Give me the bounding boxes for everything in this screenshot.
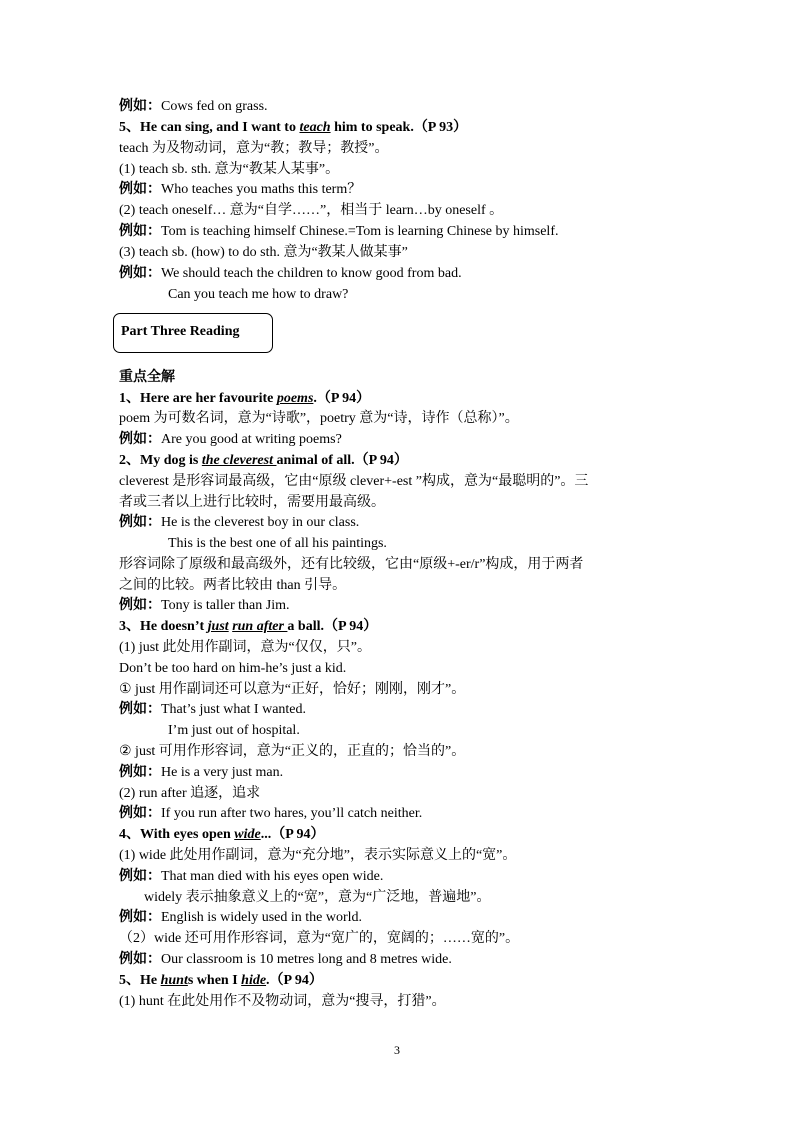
example-line [119, 430, 342, 450]
example-line [119, 950, 452, 970]
text-line: teach 为及物动词，意为“教；教导；教授”。 [119, 141, 389, 156]
heading-keyword: the cleverest [201, 453, 277, 468]
example-label: 例如： [119, 598, 161, 613]
example-label: 例如： [119, 266, 161, 281]
heading-part: a ball.（P 94） [287, 619, 378, 634]
example-text: Our classroom is 10 metres long and 8 metres wide. [161, 952, 452, 967]
example-line [119, 763, 283, 783]
example-line [119, 867, 383, 887]
heading-keyword: teach [299, 120, 331, 135]
part-title: Part Three Reading [121, 324, 240, 339]
text-line: （2）wide 还可用作形容词，意为“宽广的，宽阔的；……宽的”。 [119, 931, 520, 946]
text-line: (1) teach sb. sth. 意为“教某人某事”。 [119, 162, 340, 177]
example-text: Tony is taller than Jim. [161, 598, 290, 613]
example-text: Who teaches you maths this term？ [161, 182, 362, 197]
example-text: That man died with his eyes open wide. [161, 869, 384, 884]
text-line: 之间的比较。两者比较由 than 引导。 [119, 578, 347, 593]
example-text: He is a very just man. [161, 765, 284, 780]
text-line: ② just 可用作形容词，意为“正义的，正直的；恰当的”。 [119, 744, 466, 759]
example-label: 例如： [119, 99, 161, 114]
heading-keyword: poems [276, 391, 314, 406]
heading-part: animal of all.（P 94） [276, 453, 408, 468]
example-label: 例如： [119, 910, 161, 925]
text-line: 者或三者以上进行比较时，需要用最高级。 [119, 495, 385, 510]
example-line [119, 180, 361, 200]
heading-just [119, 617, 377, 637]
heading-keyword: hunt [160, 973, 188, 988]
section-heading: 重点全解 [119, 370, 175, 385]
heading-cleverest [119, 451, 408, 471]
page-number: 3 [394, 1043, 400, 1057]
heading-wide [119, 825, 324, 845]
heading-part: 4、With eyes open [119, 827, 235, 842]
example-continuation: This is the best one of all his paintings. [168, 536, 387, 551]
example-label: 例如： [119, 515, 161, 530]
example-text: Tom is teaching himself Chinese.=Tom is learning Chinese by himself. [161, 224, 559, 239]
text-line: (2) teach oneself… 意为“自学……”，相当于 learn…by oneself 。 [119, 203, 504, 218]
example-label: 例如： [119, 182, 161, 197]
example-text: Are you good at writing poems? [161, 432, 342, 447]
text-line: Don’t be too hard on him-he’s just a kid. [119, 661, 347, 676]
example-line [119, 596, 290, 616]
example-label: 例如： [119, 702, 161, 717]
heading-part: ...（P 94） [260, 827, 325, 842]
heading-keyword: wide [234, 827, 261, 842]
example-text: He is the cleverest boy in our class. [161, 515, 360, 530]
heading-part: 5、He [119, 973, 161, 988]
example-label: 例如： [119, 765, 161, 780]
heading-teach [119, 118, 467, 138]
example-label: 例如： [119, 952, 161, 967]
text-line: (1) just 此处用作副词，意为“仅仅，只”。 [119, 640, 371, 655]
text-line: (1) hunt 在此处用作不及物动词，意为“搜寻，打猎”。 [119, 994, 446, 1009]
example-line [119, 222, 558, 242]
example-line [119, 513, 359, 533]
example-label: 例如： [119, 432, 161, 447]
example-text: Cows fed on grass. [161, 99, 268, 114]
example-text: If you run after two hares, you’ll catch neither. [161, 806, 423, 821]
example-text: We should teach the children to know good from bad. [161, 266, 462, 281]
example-line [119, 264, 462, 284]
example-line [119, 908, 362, 928]
example-text: English is widely used in the world. [161, 910, 363, 925]
heading-part: him to speak.（P 93） [330, 120, 468, 135]
text-line: widely 表示抽象意义上的“宽”，意为“广泛地，普遍地”。 [144, 890, 491, 905]
example-label: 例如： [119, 869, 161, 884]
heading-part: 3、He doesn’t [119, 619, 208, 634]
heading-hunt [119, 971, 323, 991]
heading-keyword: just [207, 619, 229, 634]
heading-part: s when I [187, 973, 242, 988]
text-line: poem 为可数名词，意为“诗歌”，poetry 意为“诗，诗作（总称）”。 [119, 411, 519, 426]
example-label: 例如： [119, 806, 161, 821]
text-line: 形容词除了原级和最高级外，还有比较级，它由“原级+-er/r”构成，用于两者 [119, 557, 584, 572]
text-line: (1) wide 此处用作副词，意为“充分地”，表示实际意义上的“宽”。 [119, 848, 517, 863]
text-line: cleverest 是形容词最高级，它由“原级 clever+-est ”构成，意为“最聪明的”。三 [119, 474, 589, 489]
example-continuation: I’m just out of hospital. [168, 723, 300, 738]
heading-part: 2、My dog is [119, 453, 202, 468]
text-line: (3) teach sb. (how) to do sth. 意为“教某人做某事” [119, 245, 408, 260]
heading-poems [119, 389, 370, 409]
example-line [119, 804, 422, 824]
heading-part: 5、He can sing, and I want to [119, 120, 300, 135]
line-1 [119, 97, 268, 117]
heading-part: .（P 94） [313, 391, 371, 406]
part-three-box [113, 313, 273, 353]
example-continuation: Can you teach me how to draw? [168, 287, 349, 302]
heading-part: 1、Here are her favourite [119, 391, 277, 406]
example-label: 例如： [119, 224, 161, 239]
heading-part: .（P 94） [266, 973, 323, 988]
example-line [119, 700, 306, 720]
text-line: ① just 用作副词还可以意为“正好，恰好；刚刚，刚才”。 [119, 682, 466, 697]
heading-keyword: run after [232, 619, 288, 634]
example-text: That’s just what I wanted. [161, 702, 307, 717]
text-line: (2) run after 追逐，追求 [119, 786, 261, 801]
heading-keyword: hide [241, 973, 267, 988]
